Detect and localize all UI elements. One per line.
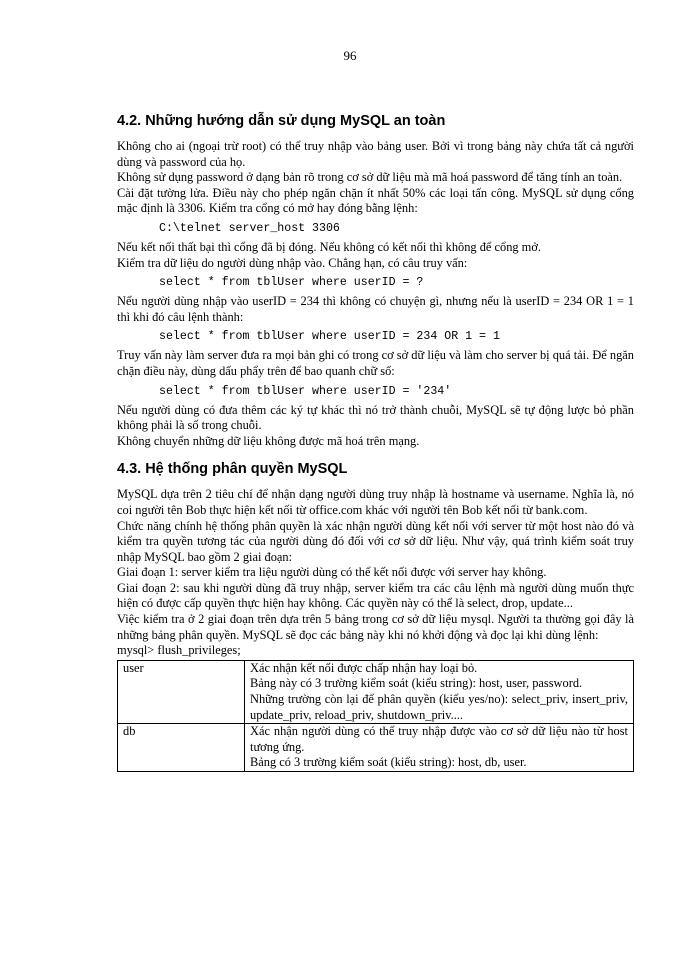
table-desc-cell bbox=[245, 660, 634, 723]
paragraph: Không sử dụng password ở dạng bản rõ trong cơ sở dữ liệu mà mã hoá password để tăng tính an toàn. bbox=[117, 170, 623, 185]
table-desc-cell bbox=[245, 724, 634, 772]
table-desc-line: Bảng này có 3 trường kiểm soát (kiểu string): host, user, password. bbox=[250, 676, 583, 691]
paragraph: Giai đoạn 2: sau khi người dùng đã truy nhập, server kiểm tra các câu lệnh mà người dùng muốn thực hiện có được cấp quyền thực hiện hay không. Các quyền này có thể là select, drop, update... bbox=[117, 580, 634, 611]
paragraph: Cài đặt tường lửa. Điều này cho phép ngăn chặn ít nhất 50% các loại tấn công. MySQL sử dụng cổng mặc định là 3306. Kiểm tra cổng có mở hay đóng bằng lệnh: bbox=[117, 185, 634, 216]
paragraph: Giai đoạn 1: server kiểm tra liệu người dùng có thể kết nối được với server hay không. bbox=[117, 565, 547, 580]
code-select-query: select * from tblUser where userID = ? bbox=[159, 276, 424, 290]
table-desc-line: Xác nhận người dùng có thể truy nhập được vào cơ sở dữ liệu nào từ host tương ứng. bbox=[250, 724, 628, 754]
page-number: 96 bbox=[343, 48, 357, 63]
paragraph: Việc kiểm tra ở 2 giai đoạn trên dựa trên 5 bảng trong cơ sở dữ liệu mysql. Người ta thường gọi đây là những bảng phân quyền. MySQL sẽ đọc các bảng này khi nó khởi động và đọc lại khi dùng lệnh: bbox=[117, 612, 634, 642]
code-telnet: C:\telnet server_host 3306 bbox=[159, 221, 340, 235]
grant-tables bbox=[117, 660, 634, 772]
paragraph: Truy vấn này làm server đưa ra mọi bản ghi có trong cơ sở dữ liệu và làm cho server bị quá tải. Để ngăn chặn điều này, dùng dấu phẩy trên để bao quanh chữ số: bbox=[117, 348, 634, 378]
paragraph: Nếu người dùng nhập vào userID = 234 thì không có chuyện gì, nhưng nếu là userID = 234 OR 1 = 1 thì khi đó câu lệnh thành: bbox=[117, 294, 634, 324]
table-desc-line: Những trường còn lại để phân quyền (kiểu yes/no): select_priv, insert_priv, update_priv, reload_priv, shutdown_priv.... bbox=[250, 692, 628, 722]
paragraph: Không chuyển những dữ liệu không được mã hoá trên mạng. bbox=[117, 433, 420, 448]
paragraph: MySQL dựa trên 2 tiêu chí để nhận dạng người dùng truy nhập là hostname và username. Nghĩa là, nó coi người tên Bob thực hiện kết nối từ office.com khác với người tên Bob kết nối từ bank.com. bbox=[117, 487, 634, 517]
code-injection-query: select * from tblUser where userID = 234 OR 1 = 1 bbox=[159, 330, 500, 344]
paragraph: Kiểm tra dữ liệu do người dùng nhập vào. Chẳng hạn, có câu truy vấn: bbox=[117, 255, 468, 270]
paragraph: Nếu kết nối thất bại thì cổng đã bị đóng. Nếu không có kết nối thì không để cổng mở. bbox=[117, 239, 541, 254]
table-desc-line: Xác nhận kết nối được chấp nhận hay loại bỏ. bbox=[250, 660, 478, 675]
section-heading-4-3: 4.3. Hệ thống phân quyền MySQL bbox=[117, 461, 348, 478]
table-desc-line: Bảng có 3 trường kiểm soát (kiểu string): host, db, user. bbox=[250, 755, 527, 770]
code-quoted-query: select * from tblUser where userID = '234' bbox=[159, 384, 452, 398]
table-row bbox=[118, 724, 634, 772]
paragraph: Nếu người dùng có đưa thêm các ký tự khác thì nó trở thành chuỗi, MySQL sẽ tự động lược bỏ phần không phải là số trong chuỗi. bbox=[117, 402, 634, 433]
table-row bbox=[118, 660, 634, 723]
section-heading-4-2: 4.2. Những hướng dẫn sử dụng MySQL an toàn bbox=[117, 113, 446, 129]
table-name-cell: db bbox=[118, 724, 245, 772]
table-name-cell: user bbox=[118, 660, 245, 723]
paragraph: Không cho ai (ngoại trừ root) có thể truy nhập vào bảng user. Bởi vì trong bảng này chứa tất cả người dùng và password của họ. bbox=[117, 139, 634, 169]
page-content bbox=[117, 112, 634, 772]
flush-privileges-command: mysql> flush_privileges; bbox=[117, 643, 241, 658]
paragraph: Chức năng chính hệ thống phân quyền là xác nhận người dùng kết nối với server từ một host nào đó và kiểm tra quyền tương tác của người dùng đó đối với cơ sở dữ liệu. Như vậy, quá trình kiểm soát truy nhập MySQL bao gồm 2 giai đoạn: bbox=[117, 518, 634, 564]
